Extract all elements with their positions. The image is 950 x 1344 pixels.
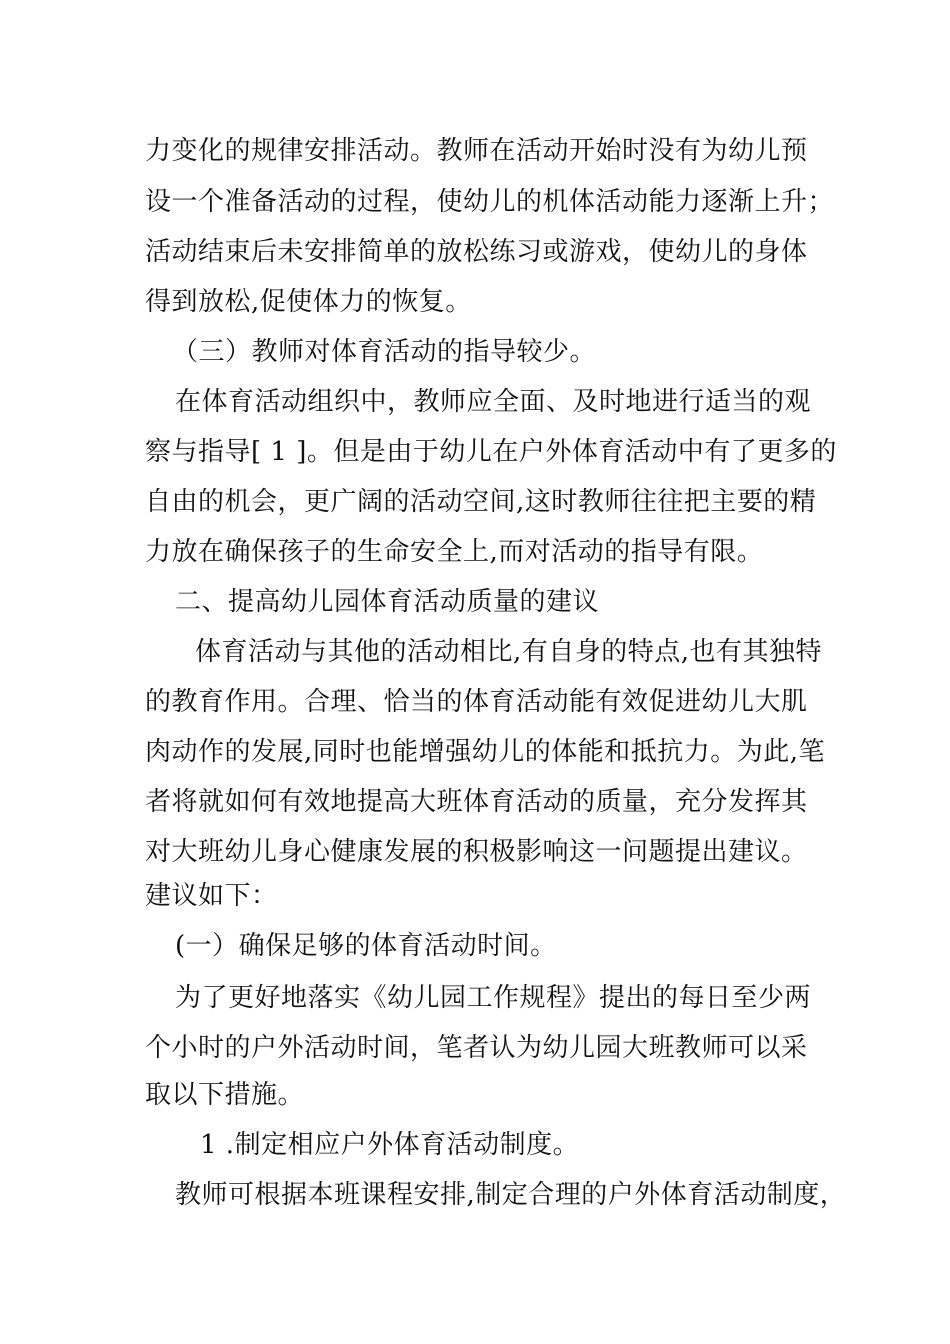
- section-heading: (一）确保足够的体育活动时间。: [175, 931, 557, 961]
- text-line: 力放在确保孩子的生命安全上,而对活动的指导有限。: [145, 537, 764, 567]
- section-heading: （三）教师对体育活动的指导较少。: [172, 337, 597, 367]
- text-line: 活动结束后未安排简单的放松练习或游戏，使幼儿的身体: [145, 237, 808, 267]
- text-line: 得到放松,促使体力的恢复。: [145, 287, 472, 317]
- text-line: 的教育作用。合理、恰当的体育活动能有效促进幼儿大肌: [145, 687, 808, 717]
- text-line: 取以下措施。: [145, 1080, 305, 1110]
- text-line: 设一个准备活动的过程，使幼儿的机体活动能力逐渐上升；: [145, 187, 835, 217]
- text-line: 自由的机会，更广阔的活动空间,这时教师往往把主要的精: [145, 487, 817, 517]
- text-line: 为了更好地落实《幼儿园工作规程》提出的每日至少两: [175, 983, 812, 1013]
- text-line: 察与指导[ 1 ]。但是由于幼儿在户外体育活动中有了更多的: [145, 437, 837, 467]
- text-line: 个小时的户外活动时间，笔者认为幼儿园大班教师可以采: [145, 1033, 808, 1063]
- text-line: 力变化的规律安排活动。教师在活动开始时没有为幼儿预: [145, 136, 808, 166]
- text-line: 对大班幼儿身心健康发展的积极影响这一问题提出建议。: [145, 837, 808, 867]
- section-heading: 1 .制定相应户外体育活动制度。: [200, 1130, 580, 1160]
- text-line: 在体育活动组织中，教师应全面、及时地进行适当的观: [175, 387, 812, 417]
- text-line: 者将就如何有效地提高大班体育活动的质量，充分发挥其: [145, 787, 808, 817]
- text-line: 肉动作的发展,同时也能增强幼儿的体能和抵抗力。为此,笔: [145, 737, 826, 767]
- section-heading: 二、提高幼儿园体育活动质量的建议: [175, 587, 600, 617]
- text-line: 教师可根据本班课程安排,制定合理的户外体育活动制度，: [175, 1180, 847, 1210]
- text-line: 建议如下：: [145, 881, 278, 911]
- text-line: 体育活动与其他的活动相比,有自身的特点,也有其独特: [195, 637, 823, 667]
